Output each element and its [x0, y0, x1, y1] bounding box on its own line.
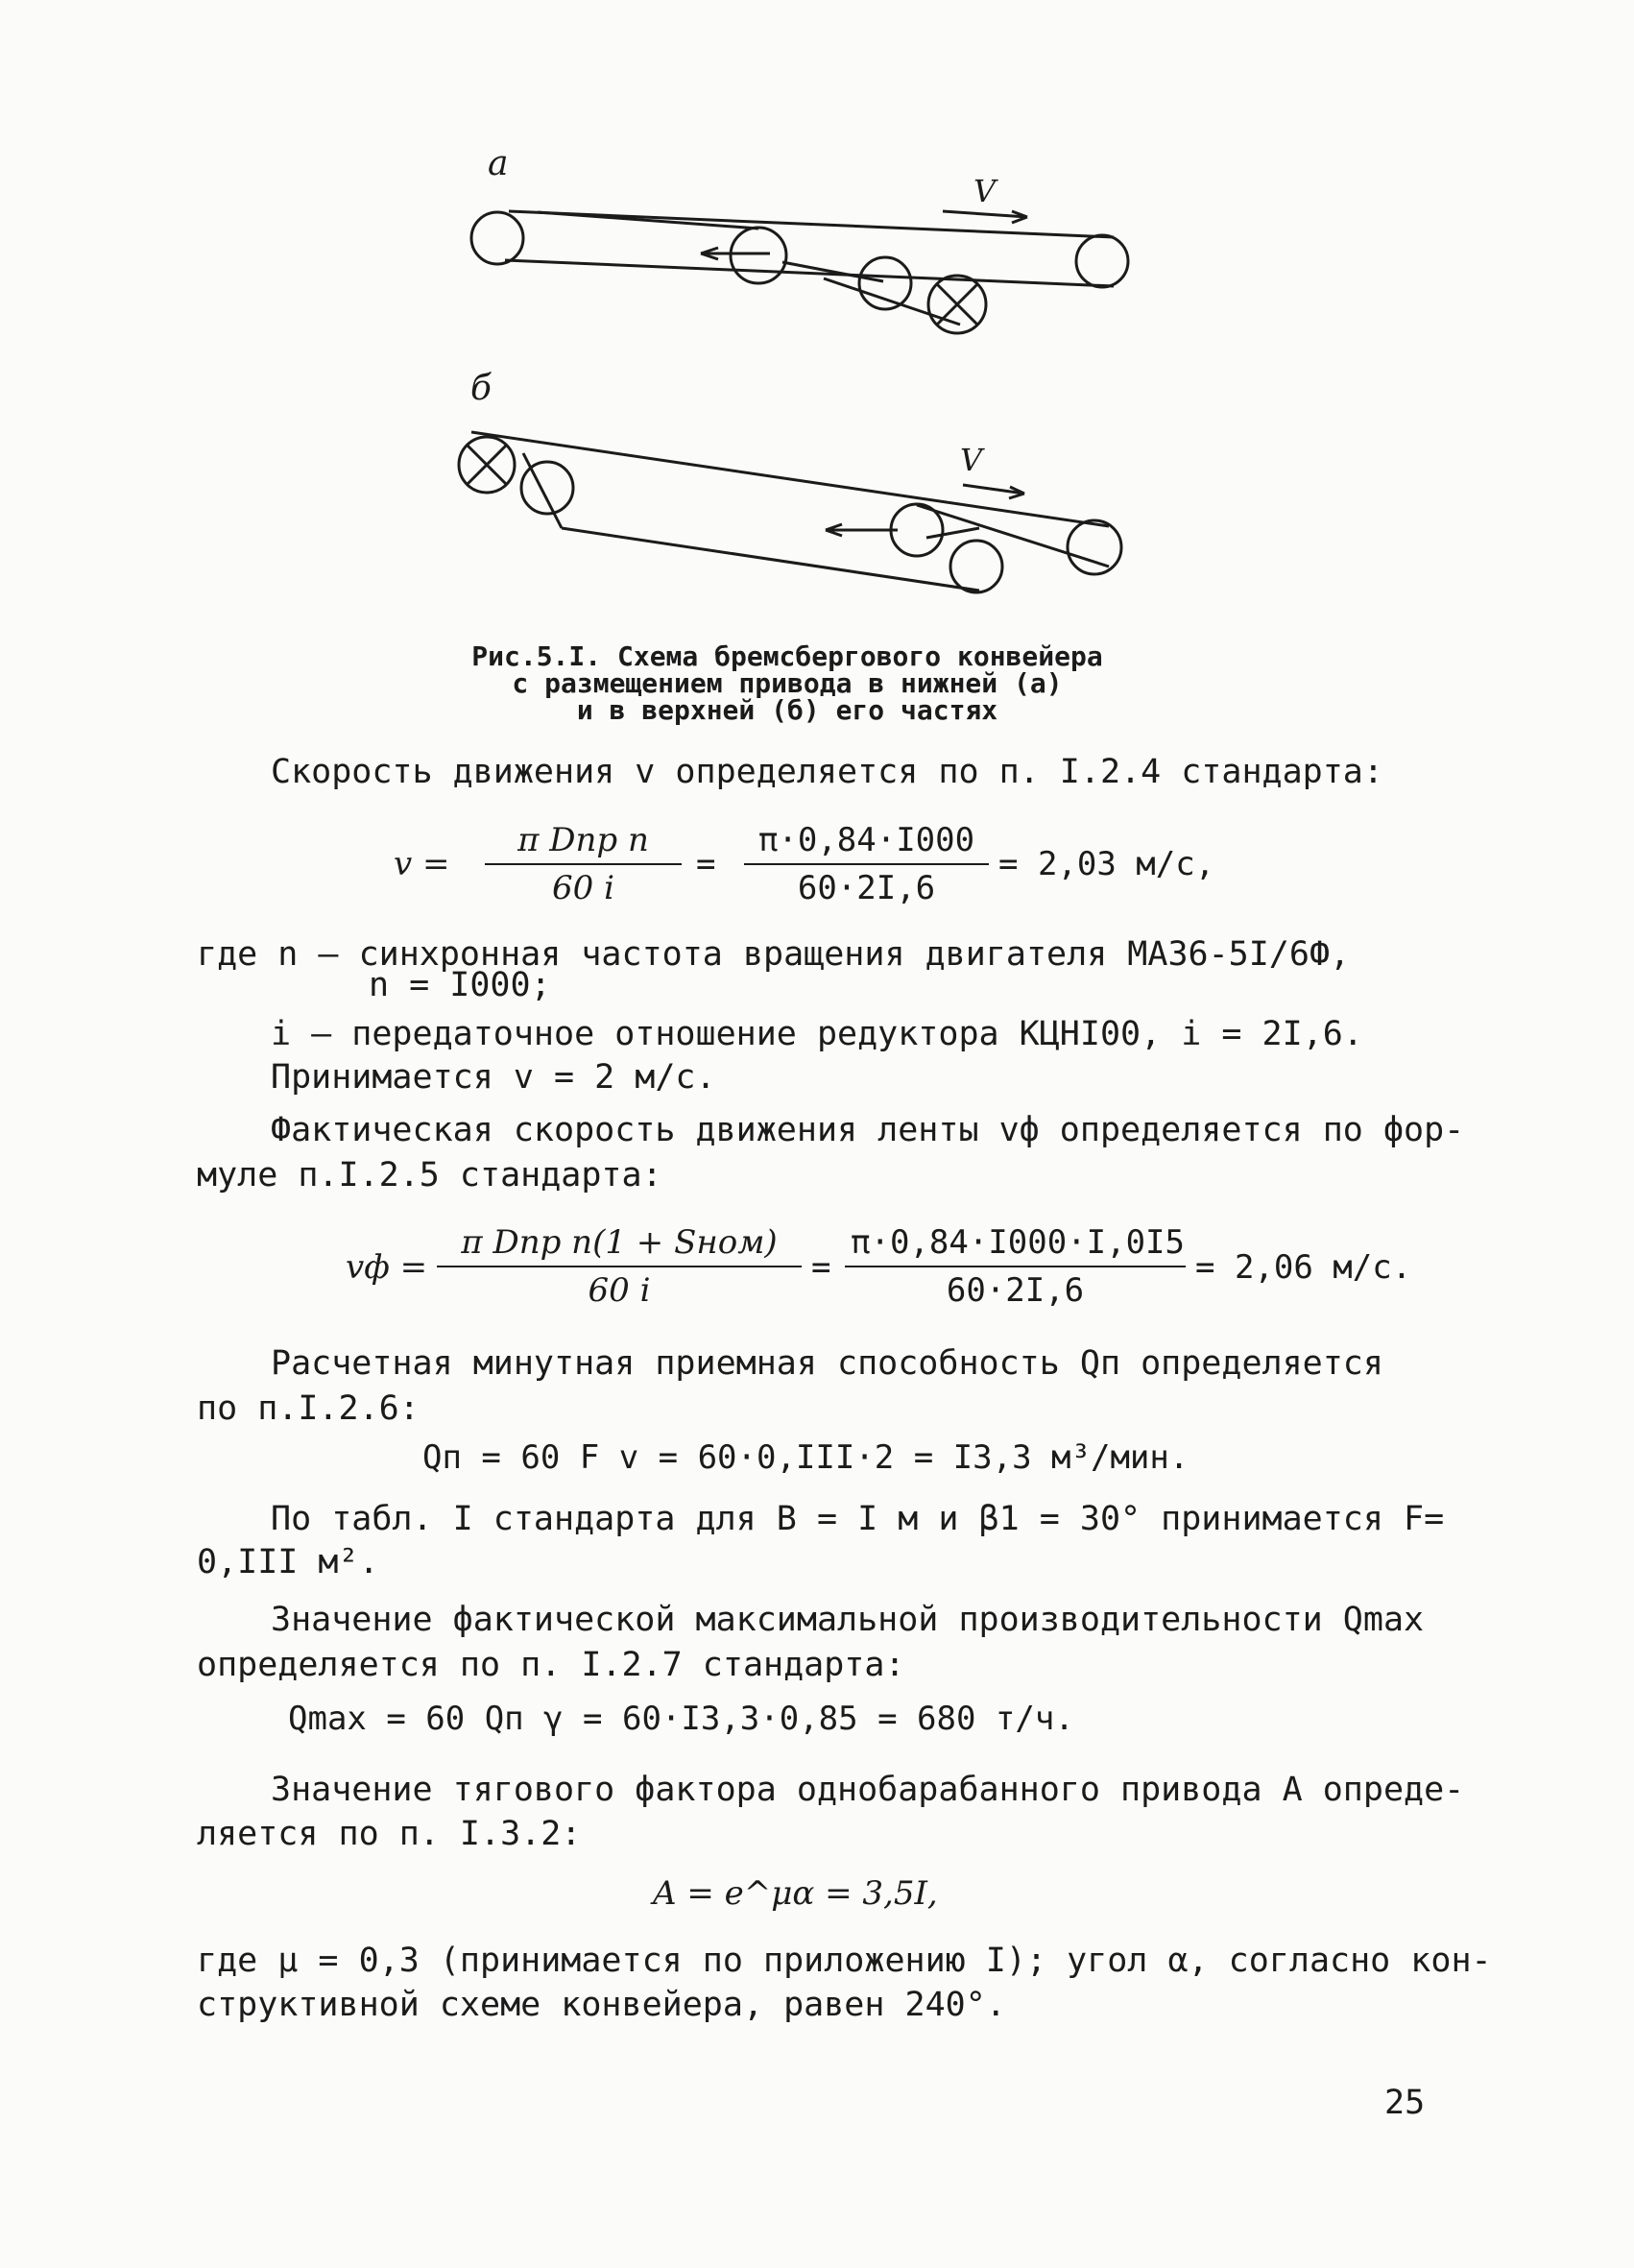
- caption-line-3: и в верхней (б) его частях: [576, 694, 998, 726]
- page-number: 25: [1384, 2084, 1426, 2122]
- formula-actual-speed-den-1: 60 i: [588, 1271, 651, 1310]
- formula-speed-den-2: 60·2I,6: [797, 869, 936, 907]
- caption-line-2: с размещением привода в нижней (а): [512, 667, 1063, 699]
- formula-actual-speed-eq: =: [811, 1248, 831, 1287]
- pulley-deflect-b: [891, 504, 943, 556]
- formula-actual-speed-result: = 2,06 м/с.: [1195, 1248, 1412, 1287]
- belt-upper-b: [471, 432, 1109, 526]
- formula-speed-lhs: v =: [394, 845, 450, 883]
- belt-snub-b: [926, 528, 979, 538]
- pulley-tail-a: [471, 212, 523, 264]
- formula-speed-num-1: π Dпр n: [485, 821, 682, 865]
- conveyor-diagram-a: [451, 173, 1142, 355]
- paragraph-speed: Скорость движения v определяется по п. I.2.4 стандарта:: [271, 753, 1383, 791]
- formula-actual-speed-fraction-1: [437, 1223, 802, 1310]
- formula-actual-speed-num-1: π Dпр n(1 + Sном): [437, 1223, 802, 1267]
- paragraph-friction: где μ = 0,3 (принимается по приложению I); угол α, согласно кон-: [197, 1942, 1492, 1980]
- paragraph-actual-speed-cont: муле п.I.2.5 стандарта:: [197, 1156, 662, 1194]
- paragraph-where-n: где n – синхронная частота вращения двигателя МА36-5I/6Ф,: [197, 935, 1351, 974]
- paragraph-gear-ratio: i – передаточное отношение редуктора КЦНI00, i = 2I,6.: [271, 1015, 1363, 1053]
- formula-max-capacity: Qmax = 60 Qп γ = 60·I3,3·0,85 = 680 т/ч.: [288, 1700, 1074, 1738]
- formula-speed-num-2: π·0,84·I000: [744, 821, 989, 865]
- paragraph-actual-speed: Фактическая скорость движения ленты vф определяется по фор-: [271, 1111, 1465, 1149]
- arrow-speed-head-b2: [1009, 494, 1024, 498]
- paragraph-traction-factor-cont: ляется по п. I.3.2:: [197, 1815, 582, 1853]
- figure-caption: [442, 640, 1133, 726]
- pulley-head-a: [1076, 235, 1128, 287]
- pulley-snub-b: [521, 462, 573, 514]
- belt-lower-b: [562, 528, 979, 591]
- pulley-head-b: [1068, 520, 1121, 574]
- formula-traction-factor: A = e^μα = 3,5I,: [653, 1874, 938, 1913]
- formula-speed-eq: =: [696, 845, 716, 883]
- paragraph-max-capacity-cont: определяется по п. I.2.7 стандарта:: [197, 1646, 905, 1684]
- formula-actual-speed-lhs: vф =: [346, 1248, 428, 1287]
- pulley-deflect-a: [731, 228, 786, 283]
- paragraph-capacity: Расчетная минутная приемная способность Qп определяется: [271, 1344, 1383, 1383]
- formula-capacity: Qп = 60 F v = 60·0,III·2 = I3,3 м³/мин.: [422, 1438, 1189, 1477]
- caption-line-1: Рис.5.I. Схема бремсбергового конвейера: [471, 640, 1103, 672]
- formula-actual-speed-fraction-2: [845, 1223, 1186, 1310]
- paragraph-accepted-speed: Принимается v = 2 м/с.: [271, 1058, 716, 1097]
- pulley-snub-a: [859, 257, 911, 309]
- formula-speed-fraction-2: [744, 821, 989, 907]
- figure-label-b: б: [470, 369, 492, 408]
- formula-speed-den-1: 60 i: [552, 869, 614, 907]
- conveyor-diagram-b: [437, 413, 1147, 595]
- formula-speed-result: = 2,03 м/с,: [998, 845, 1215, 883]
- paragraph-max-capacity: Значение фактической максимальной производительности Qmax: [271, 1601, 1425, 1639]
- speed-label-a: V: [973, 173, 997, 209]
- belt-lower2-b: [917, 505, 1109, 567]
- belt-lower-a: [505, 260, 1114, 286]
- paragraph-traction-factor: Значение тягового фактора однобарабанного привода A опреде-: [271, 1771, 1465, 1809]
- formula-actual-speed-num-2: π·0,84·I000·I,0I5: [845, 1223, 1186, 1267]
- figure-label-a: a: [488, 144, 509, 183]
- paragraph-table-ref-cont: 0,III м².: [197, 1543, 379, 1581]
- paragraph-where-n-value: n = I000;: [369, 966, 551, 1004]
- formula-speed-fraction-1: [485, 821, 682, 907]
- speed-label-b: V: [960, 442, 983, 478]
- formula-actual-speed-den-2: 60·2I,6: [946, 1271, 1085, 1310]
- paragraph-table-ref: По табл. I стандарта для B = I м и β1 = 30° принимается F=: [271, 1500, 1445, 1538]
- paragraph-friction-cont: структивной схеме конвейера, равен 240°.: [197, 1986, 1006, 2024]
- paragraph-capacity-cont: по п.I.2.6:: [197, 1389, 420, 1428]
- pulley-deflect-b2: [950, 541, 1002, 592]
